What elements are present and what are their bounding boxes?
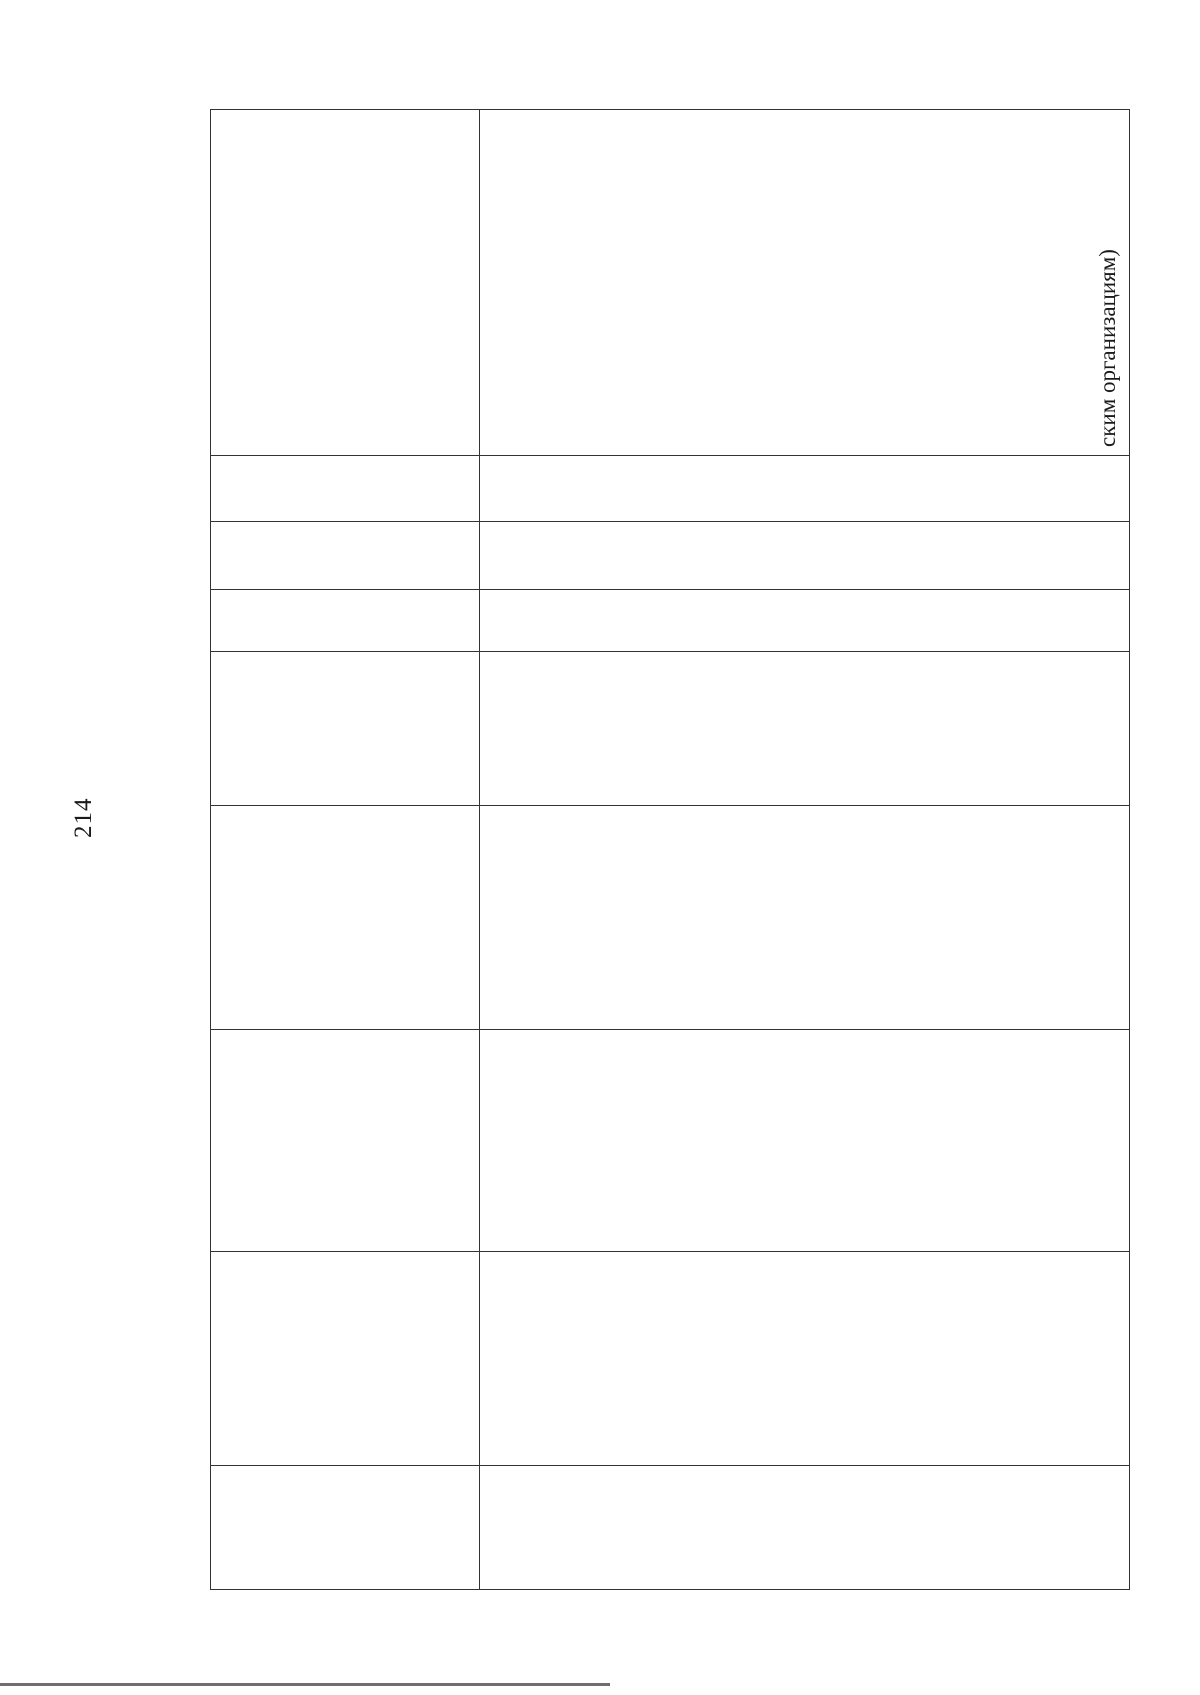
year1-value (480, 1030, 1130, 1252)
subsection-code (480, 590, 1130, 652)
table-row (480, 110, 1130, 1590)
row-name: ским организациям) (480, 110, 1130, 456)
target-article-code (480, 652, 1130, 806)
budget-table (210, 109, 1130, 1590)
scan-edge-line (0, 1683, 610, 1686)
year3-value (480, 1466, 1130, 1590)
year2-value (480, 1252, 1130, 1466)
table-header-spacer (211, 110, 480, 1590)
section-code (480, 522, 1130, 590)
expense-type-code (480, 806, 1130, 1030)
rotated-page-content (210, 110, 1130, 1590)
ministry-code (480, 456, 1130, 522)
page-number: 214 (70, 797, 97, 838)
